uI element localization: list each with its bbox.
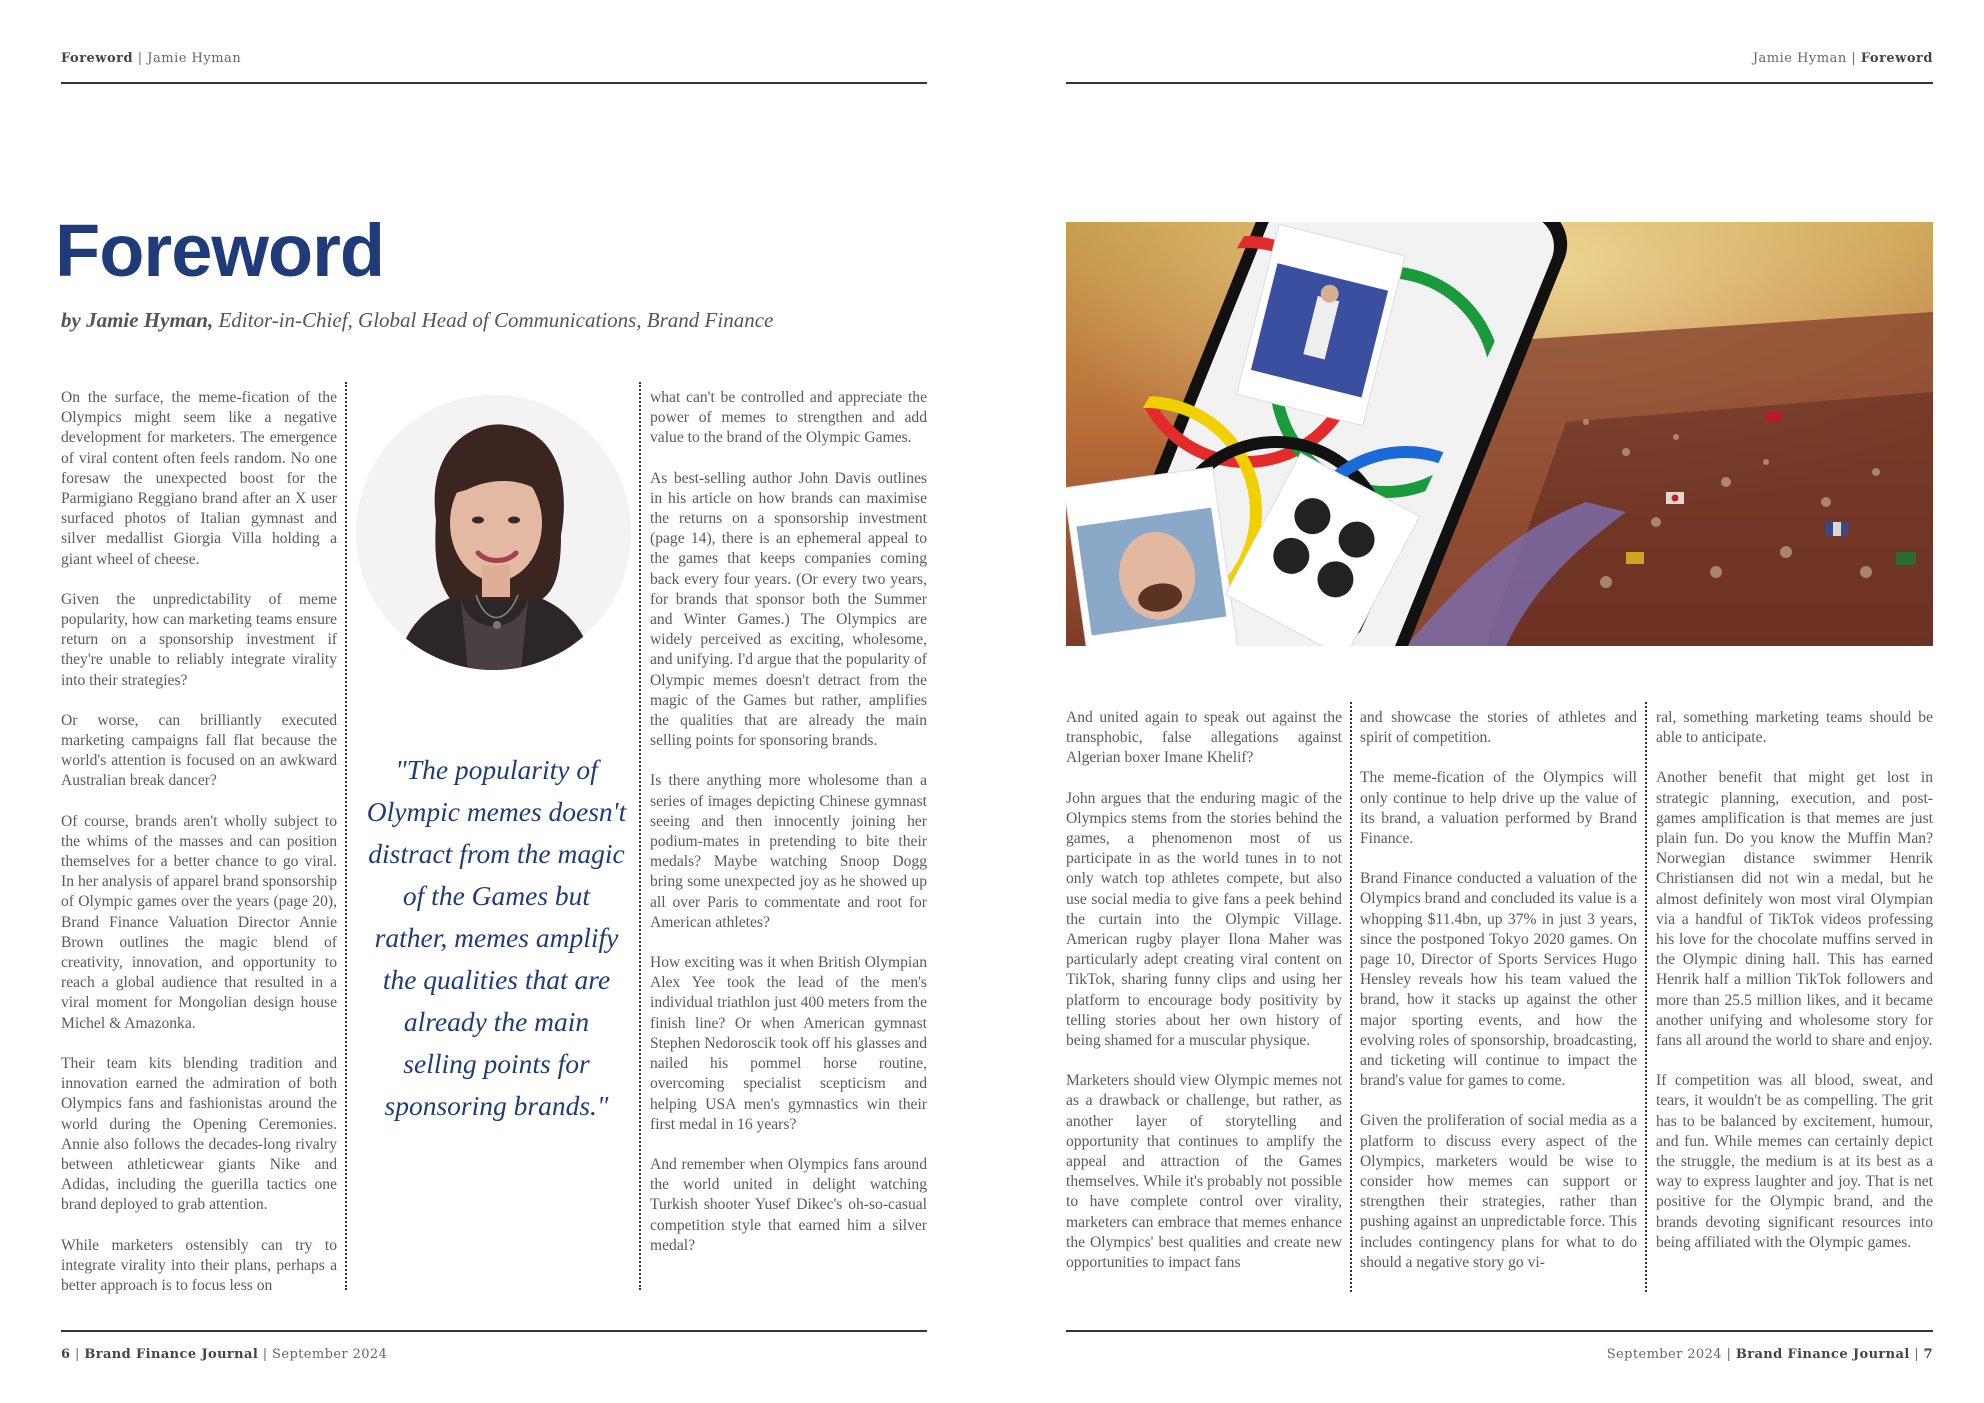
paragraph: As best-selling author John Davis outlines in his article on how brands can maximise the returns on a sponsorship investment (page 14), there is an ephemeral appeal to the games that keeps companies coming back every four years. (Or every two years, for brands that sponsor both the Summer and Winter Games.) The Olympics are widely perceived as exciting, wholesome, and unifying. I'd argue that the popularity of Olympic memes doesn't detract from the magic of the Games but rather, amplifies the qualities that are already the main selling points for sponsoring brands.: [650, 469, 927, 750]
left-running-header: Foreword | Jamie Hyman: [61, 51, 242, 66]
left-header-section: Foreword: [61, 51, 134, 66]
paragraph: Their team kits blending tradition and innovation earned the admiration of both Olympics fans and fashionistas around the world during the Opening Ceremonies. Annie also follows the decades-long rivalry between athleticwear giants Nike and Adidas, including the guerilla tactics one brand deployed to grab attention.: [61, 1054, 337, 1214]
column-divider: [1645, 702, 1647, 1292]
left-column-1: [61, 388, 337, 1296]
paragraph: ral, something marketing teams should be able to anticipate.: [1656, 709, 1933, 747]
left-footer-rule: [61, 1330, 927, 1332]
left-footer-date: September 2024: [272, 1347, 388, 1362]
right-header-author: Jamie Hyman: [1752, 51, 1847, 66]
paragraph: Given the unpredictability of meme popularity, how can marketing teams ensure return on a sponsorship investment if they're unable to reliably integrate virality into their strategies?: [61, 590, 337, 689]
paragraph: John argues that the enduring magic of the Olympics stems from the stories behind the games, a phenomenon most of us participate in as the world tunes in to not only watch top athletes compete, but also use social media to give fans a peek behind the curtain into the Olympic Village. American rugby player Ilona Maher was particularly adept creating viral content on TikTok, sharing funny clips and using her platform to encourage body positivity by telling stories about her own history of being shamed for a muscular physique.: [1066, 789, 1342, 1050]
paragraph: what can't be controlled and appreciate the power of memes to strengthen and add value to the brand of the Olympic Games.: [650, 389, 927, 447]
page-title: Foreword: [55, 209, 385, 292]
right-footer-page: 7: [1923, 1347, 1933, 1362]
column-divider: [345, 382, 347, 1290]
right-header-rule: [1066, 82, 1933, 84]
right-column-3: [1656, 708, 1933, 1253]
hero-image: [1066, 222, 1933, 646]
portrait-illustration: [356, 395, 631, 670]
left-footer: 6 | Brand Finance Journal | September 2024: [61, 1347, 388, 1362]
paragraph: Another benefit that might get lost in strategic planning, execution, and post-games amplification is that memes are just plain fun. Do you know the Muffin Man? Norwegian distance swimmer Henrik Christiansen did not win a medal, but he almost definitely won most viral Olympian via a handful of TikTok videos professing his love for the chocolate muffins served in the Olympic dining hall. This has earned Henrik half a million TikTok followers and more than 25.5 million likes, and it became another unifying and wholesome story for fans all around the world to share and enjoy.: [1656, 769, 1933, 1050]
column-divider: [1350, 702, 1352, 1292]
paragraph: Given the proliferation of social media as a platform to discuss every aspect of the Olympics, marketers would be wise to consider how memes can support or strengthen their strategies, rather than pushing against an unpredictable force. This includes contingency plans for what to do should a negative story go vi-: [1360, 1112, 1637, 1271]
paragraph: The meme-fication of the Olympics will only continue to help drive up the value of its brand, a valuation performed by Brand Finance.: [1360, 769, 1637, 848]
byline-name: by Jamie Hyman,: [61, 308, 214, 332]
left-column-3: [650, 388, 927, 1256]
paragraph: And united again to speak out against the transphobic, false allegations against Algerian boxer Imane Khelif?: [1066, 709, 1342, 767]
right-column-1: [1066, 708, 1342, 1273]
byline-role: Editor-in-Chief, Global Head of Communications, Brand Finance: [218, 308, 774, 332]
paragraph: Marketers should view Olympic memes not as a drawback or challenge, but rather, as another layer of storytelling and opportunity that continues to amplify the appeal and attraction of the Games themselves. While it's probably not possible to have complete control over virality, marketers can embrace that memes enhance the Olympics' best qualities and create new opportunities to impact fans: [1066, 1072, 1342, 1272]
paragraph: If competition was all blood, sweat, and tears, it wouldn't be as compelling. The grit has to be balanced by excitement, humour, and fun. While memes can certainly depict the struggle, the medium is at its best as a way to express laughter and joy. That is net positive for the Olympic brand, and the brands devoting significant resources into being affiliated with the Olympic games.: [1656, 1072, 1933, 1251]
left-header-rule: [61, 82, 927, 84]
paragraph: and showcase the stories of athletes and spirit of competition.: [1360, 709, 1637, 747]
author-portrait: [356, 395, 631, 670]
paragraph: Is there anything more wholesome than a series of images depicting Chinese gymnast seeing and then innocently joining her podium-mates in pretending to bite their medals? Maybe watching Snoop Dogg bring some unexpected joy as he showed up all over Paris to commentate and root for American athletes?: [650, 772, 927, 931]
paragraph: Of course, brands aren't wholly subject to the whims of the masses and can position themselves for a better chance to go viral. In her analysis of apparel brand sponsorship of Olympic games over the years (page 20), Brand Finance Valuation Director Annie Brown outlines the magic blend of creativity, innovation, and opportunity to reach a global audience that resulted in a viral moment for Mongolian design house Michel & Amazonka.: [61, 812, 337, 1032]
paragraph: Brand Finance conducted a valuation of the Olympics brand and concluded its value is a whopping $11.4bn, up 37% in just 3 years, since the postponed Tokyo 2020 games. On page 10, Director of Sports Services Hugo Hensley reveals how his team valued the brand, how it stacks up against the other major sporting events, and how the evolving roles of sponsorship, broadcasting, and ticketing will continue to impact the brand's value for games to come.: [1360, 870, 1637, 1090]
left-footer-journal: Brand Finance Journal: [84, 1347, 259, 1362]
paragraph: Or worse, can brilliantly executed marketing campaigns fall flat because the world's attention is focused on an awkward Australian break dancer?: [61, 711, 337, 790]
paragraph: On the surface, the meme-fication of the Olympics might seem like a negative development for marketers. The emergence of viral content often feels random. No one foresaw the unexpected boost for the Parmigiano Reggiano brand after an X user surfaced photos of Italian gymnast and silver medallist Giorgia Villa holding a giant wheel of cheese.: [61, 389, 337, 568]
paragraph: While marketers ostensibly can try to integrate virality into their plans, perhaps a better approach is to focus less on: [61, 1236, 337, 1294]
right-footer: September 2024 | Brand Finance Journal | 7: [1606, 1347, 1933, 1362]
right-footer-rule: [1066, 1330, 1933, 1332]
right-header-section: Foreword: [1860, 51, 1933, 66]
right-footer-journal: Brand Finance Journal: [1735, 1347, 1910, 1362]
right-footer-date: September 2024: [1606, 1347, 1722, 1362]
left-header-author: Jamie Hyman: [147, 51, 242, 66]
column-divider: [639, 382, 641, 1290]
left-footer-page: 6: [61, 1347, 71, 1362]
pull-quote: "The popularity of Olympic memes doesn't distract from the magic of the Games but rather, memes amplify the qualities that are already the main selling points for sponsoring brands.": [366, 754, 627, 1121]
olympics-meme-illustration: [1066, 222, 1933, 646]
right-running-header: Jamie Hyman | Foreword: [1752, 51, 1933, 66]
paragraph: How exciting was it when British Olympian Alex Yee took the lead of the men's individual triathlon just 400 meters from the finish line? Or when American gymnast Stephen Nedoroscik took off his glasses and nailed his pommel horse routine, overcoming specialist scepticism and helping USA men's gymnastics win their first medal in 16 years?: [650, 954, 927, 1133]
right-column-2: [1360, 708, 1637, 1273]
byline: [61, 308, 773, 333]
paragraph: And remember when Olympics fans around the world united in delight watching Turkish shooter Yusef Dikec's oh-so-casual competition style that earned him a silver medal?: [650, 1155, 927, 1254]
